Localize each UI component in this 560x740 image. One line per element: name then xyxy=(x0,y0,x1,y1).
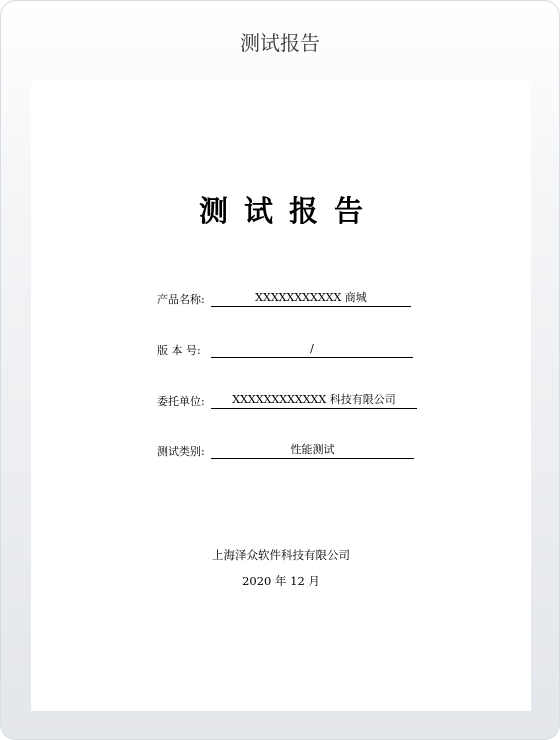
document-title: 测试报告 xyxy=(198,194,379,228)
report-date: 2020 年 12 月 xyxy=(242,574,320,588)
field-value: / xyxy=(211,342,413,358)
field-client xyxy=(157,393,417,409)
company-name: 上海泽众软件科技有限公司 xyxy=(212,548,350,562)
field-value: XXXXXXXXXXX 商城 xyxy=(211,291,411,307)
field-label: 版 本 号: xyxy=(157,344,201,357)
field-label: 委托单位: xyxy=(157,395,205,408)
field-value: 性能测试 xyxy=(211,443,414,459)
document-page xyxy=(31,81,531,711)
field-test-type xyxy=(157,443,414,459)
field-label: 产品名称: xyxy=(157,293,205,306)
field-label: 测试类别: xyxy=(157,445,205,458)
field-value: XXXXXXXXXXXX 科技有限公司 xyxy=(211,393,417,409)
field-version xyxy=(157,342,413,358)
window-title: 测试报告 xyxy=(240,31,320,55)
field-product-name xyxy=(157,291,411,307)
